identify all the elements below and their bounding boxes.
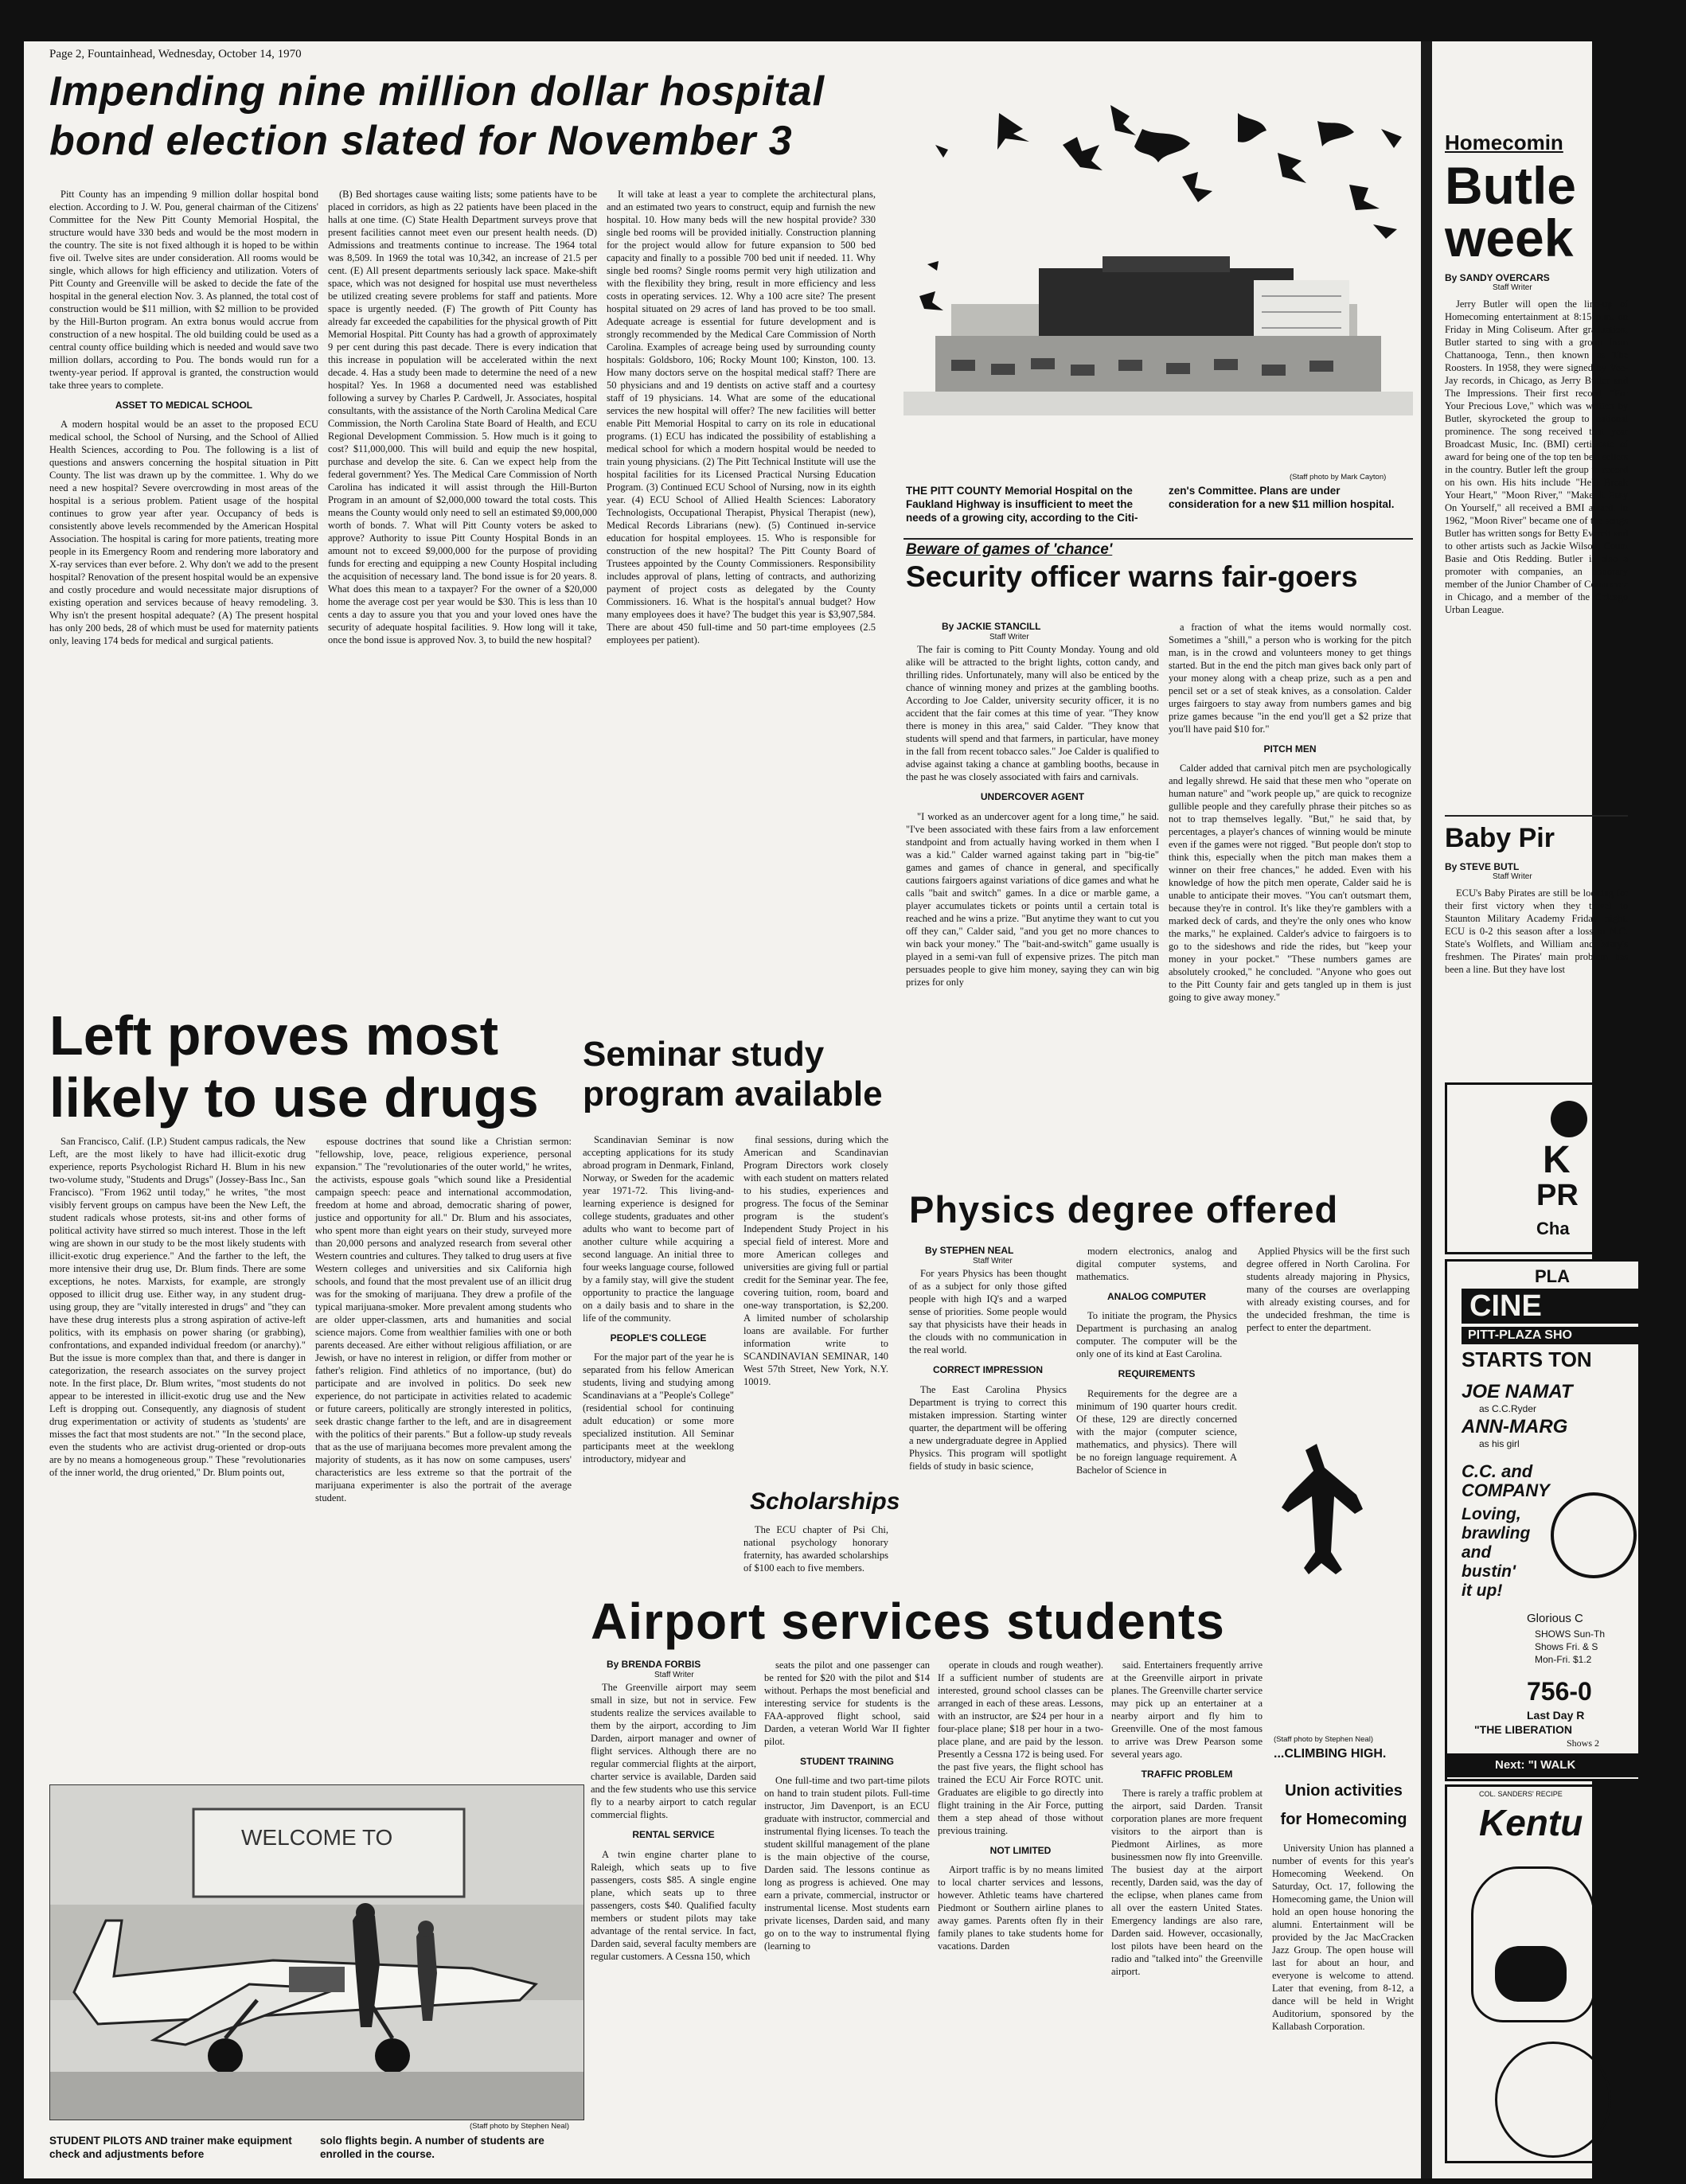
next-page-headline2: Baby Pir bbox=[1445, 823, 1555, 853]
airport-col4b-text: There is rarely a traffic problem at the airport, said Darden. Transit corporation planes are more frequent visitors to the airport than is Piedmont Airlines, as more businessmen now fly into Greenville. The busiest day at the airport recently, Darden said, was the day of the eclipse, when planes came from all over the eastern United States. Emergency landings are also rare, Darden said. However, occasionally, lost pilots have been heard on the radio and "talked into" the Greenville airport. bbox=[1111, 1788, 1263, 1978]
cinema-tag2: brawling bbox=[1462, 1524, 1531, 1542]
physics-byline-name: By STEPHEN NEAL bbox=[925, 1245, 1014, 1256]
student-pilots-image bbox=[50, 1785, 583, 2120]
cinema-shows2: Shows Fri. & S bbox=[1535, 1641, 1598, 1652]
hospital-column-2 bbox=[328, 188, 597, 992]
plane-silhouette-icon bbox=[1274, 1434, 1377, 1593]
airport-byline-name: By BRENDA FORBIS bbox=[607, 1659, 701, 1670]
ad-letters2: PR bbox=[1536, 1179, 1579, 1212]
hospital-subhead-medical-school: ASSET TO MEDICAL SCHOOL bbox=[115, 400, 253, 411]
cinema-star2b: as his girl bbox=[1479, 1438, 1520, 1449]
climbing-photo-credit: (Staff photo by Stephen Neal) bbox=[1274, 1735, 1373, 1744]
next-page-body-text: Jerry Butler will open the line-up of Homecoming entertainment at 8:15 p.m. on Friday in Ming Coliseum. After graduation, Butler started to sing with a group from Chattanooga, Tenn., then known as The Roosters. In 1958, they were signed by Vee-Jay records, in Chicago, as Jerry Butler and The Impressions. Their first record, "For Your Precious Love," which was written by Butler, skyrocketed the group to national prominence. The song received that year Broadcast Music, Inc. (BMI) certificate of award for being one of the top ten best sellers in the country. Butler left the group to record on his own. His hits include "He'll Break Your Heart," "Moon River," "Make It Easy On Yourself," all received a BMI award. In 1962, "Moon River" became one of the songs Butler has written songs for Betty Everett and to other artists such as Jackie Wilson, Count Basie and Otis Redding. Butler is also a promoter with companies, an honorary member of the Junior Chamber of Commerce in Chicago, and a member of the Chicago Urban League. bbox=[1445, 298, 1628, 615]
next-page-byline-role: Staff Writer bbox=[1493, 283, 1532, 292]
kpr-advertisement bbox=[1445, 1082, 1641, 1254]
physics-byline-role: Staff Writer bbox=[973, 1257, 1013, 1266]
next-page-headline bbox=[1445, 156, 1576, 267]
airport-column-4 bbox=[1111, 1659, 1263, 2168]
seminar-col2-text: final sessions, during which the American and Scandinavian Program Directors work closely with each student on matters related to his studies, experiences and progress. The focus of the Seminar program is the student's Independent Study Project in his special field of interest. More and more American colleges and universities are giving full or partial credit for the Seminar year. The fee, covering tuition, room, board and one-way transportation, is $2,200. A limited number of scholarship loans are available. For further information write to SCANDINAVIAN SEMINAR, 140 West 57th Street, New York, N.Y. 10019. bbox=[743, 1134, 888, 1387]
motorcycle-wheel-icon bbox=[1551, 1492, 1637, 1578]
airport-column-2 bbox=[764, 1659, 930, 2168]
union-headline-line2: for Homecoming bbox=[1280, 1811, 1407, 1828]
next-page-byline2 bbox=[1445, 861, 1532, 881]
hospital-photo-image bbox=[903, 97, 1413, 471]
cinema-shows3: Mon-Fri. $1.2 bbox=[1535, 1654, 1592, 1665]
cinema-shows1: SHOWS Sun-Th bbox=[1535, 1628, 1606, 1640]
next-page-body bbox=[1445, 298, 1628, 813]
airport-col3-text: operate in clouds and rough weather). If a sufficient number of students are interested, ground school classes can be arranged in each of these areas. Lessons, with an instructor, are $24 per hour in a four-place plane; $18 per hour in a two-place plane, and are paid by the lesson. Presently a Cessna 172 is being used. For the past five years, the flight school has trained the ECU Air Force ROTC unit. Graduates are eligible to go directly into flight training in the Air Force, putting them a step ahead of those without previous training. bbox=[938, 1659, 1103, 1836]
cinema-lastday: Last Day R bbox=[1527, 1709, 1585, 1722]
drugs-column-2 bbox=[315, 1135, 572, 1772]
cinema-title1: C.C. and bbox=[1462, 1461, 1533, 1481]
next-page-rule bbox=[1445, 815, 1628, 817]
security-headline: Security officer warns fair-goers bbox=[906, 560, 1358, 593]
hospital-photo bbox=[903, 97, 1413, 471]
cinema-phone: 756-0 bbox=[1527, 1677, 1592, 1706]
cinema-name: CINE bbox=[1462, 1289, 1645, 1324]
pilots-photo-credit: (Staff photo by Stephen Neal) bbox=[470, 2122, 569, 2131]
airport-column-3 bbox=[938, 1659, 1103, 2168]
airport-col2-text: seats the pilot and one passenger can be rented for $20 with the pilot and $14 without. Perhaps the most beneficial and interesting service for students is the FAA-approved flight school, said Darden, a veteran World War II fighter pilot. bbox=[764, 1659, 930, 1747]
adjacent-page bbox=[1421, 41, 1628, 2178]
next-page-byline2-name: By STEVE BUTL bbox=[1445, 861, 1520, 872]
scholarships-body bbox=[743, 1523, 888, 1587]
pilots-photo-caption-b: solo flights begin. A number of students are enrolled in the course. bbox=[320, 2135, 544, 2160]
airport-col4-text: said. Entertainers frequently arrive at the Greenville airport in private planes. The Greenville charter service may pick up an entertainer at a nearby airport and fly him to Greenville. One of the most famous to arrive was Drew Pearson some several years ago. bbox=[1111, 1659, 1263, 1760]
drugs-headline-line2: likely to use drugs bbox=[49, 1067, 539, 1129]
security-col2-text: a fraction of what the items would normally cost. Sometimes a "shill," a person who is working for the pitch man, is in the crowd and volunteers money to get things started. But in the end the pitch man gives back only part of your money along with a cheap prize, such as a pen and pencil set or a set of steak knives, as a consolation. Calder urges fairgoers to stay away from numbers games and big prize games because "in the end you'll get a $2 prize that you'll have paid $10 for." bbox=[1169, 622, 1411, 735]
cinema-tag3: and bbox=[1462, 1543, 1492, 1562]
cinema-liberation: "THE LIBERATION bbox=[1474, 1723, 1573, 1736]
page-folio: Page 2, Fountainhead, Wednesday, October 14, 1970 bbox=[49, 48, 302, 60]
next-page-kicker: Homecomin bbox=[1445, 131, 1563, 154]
climbing-plane-photo bbox=[1274, 1434, 1377, 1593]
cinema-advertisement bbox=[1445, 1259, 1641, 1781]
ad-text: Cha bbox=[1536, 1219, 1570, 1238]
scholarships-text: The ECU chapter of Psi Chi, national psychology honorary fraternity, has awarded scholarships of $100 each to five members. bbox=[743, 1524, 888, 1574]
airport-col3b-text: Airport traffic is by no means limited to local charter services and lessons, however. Athletic teams have chartered Piedmont or Southern airline planes to away games. Parents often fly in their family planes to take students home for vacations. Darden bbox=[938, 1864, 1103, 1952]
kfc-advertisement bbox=[1445, 1784, 1641, 2163]
hospital-photo-caption-a: THE PITT COUNTY Memorial Hospital on the Faukland Highway is insufficient to meet the needs of a growing city, according to the Citi- bbox=[906, 485, 1138, 524]
cinema-starts: STARTS TON bbox=[1462, 1347, 1592, 1371]
kfc-name: Kentu bbox=[1479, 1802, 1583, 1843]
physics-col2b-text: To initiate the program, the Physics Department is purchasing an analog computer. The computer will be the only one of its kind at East Carolina. bbox=[1076, 1310, 1237, 1360]
drugs-col1-text: San Francisco, Calif. (I.P.) Student campus radicals, the New Left, are the most likely to have had illicit-exotic drug experience, reports Psychologist Richard H. Blum in his new two-volume study, "Students and Drugs" (Jossey-Bass Inc., San Francisco). "From 1962 until today," he writes, "the most visibly fervent groups on campus have been the New Left, the student radicals whose protests, sit-ins and other forms of political activity have stirred so much interest. Those in the left wing are shown in our study to be the most likely students with illicit-exotic drug experience." And the farther to the left, the more intensive their drug use, Dr. Blum finds. There are some exceptions, he notes. Marxists, for example, are strongly opposed to illicit drug use. Either way, in any student drug-using group, they are "vitally interested in drugs" and "they can have these drug interests plus a strong aspiration of active-left politics, with its emphasis on power sharing (or grabbing), confrontations, and expanded individual freedom (or anarchy)." But the issue is more complex than that, and there is danger in categorization, the research associates on the survey project note. In the first place, Dr. Blum writes, "most students do not appear to be interested in illicit-exotic drug use and the New Left is dropping out. Consequently, any diagnosis of student drug experimentation or activity of students as 'students' are misses the fact that most students are not." "In the second place, even the students who are activist drug-oriented or drop-outs are by no means a homogeneous group." These "revolutionaries of the inner world, the drug oriented," Dr. Blum points out, bbox=[49, 1136, 306, 1478]
seminar-subhead-peoples-college: PEOPLE'S COLLEGE bbox=[610, 1332, 707, 1344]
cinema-star1: JOE NAMAT bbox=[1462, 1381, 1573, 1402]
physics-column-1 bbox=[909, 1245, 1067, 1587]
seminar-column-1 bbox=[583, 1133, 734, 1531]
security-subhead-undercover: UNDERCOVER AGENT bbox=[980, 791, 1085, 803]
next-page-headline-line2: week bbox=[1445, 209, 1574, 267]
seminar-col1b-text: For the major part of the year he is separated from his fellow American students, living and studying among Scandinavians at a "People's College" (residential school for continuing adult education) or some more specialized institution. All Seminar participants meet at the weeklong introductory, midyear and bbox=[583, 1351, 734, 1465]
welcome-sign-text: WELCOME TO bbox=[241, 1825, 393, 1850]
airport-col1-text: The Greenville airport may seem small in size, but not in service. Few students realize the services available to them by the airport, according to Jim Darden, airport manager and owner of flight services. Although there are no regular commercial flights at the airport, charter service is available, Darden said and the few students who use this service fly to a nearby airport to catch regular commercial flights. bbox=[591, 1682, 756, 1821]
union-body bbox=[1272, 1842, 1414, 2168]
hospital-col1b-text: A modern hospital would be an asset to the proposed ECU medical school, the School of Nursing, and the School of Allied Health Sciences, according to Pou. The following is a list of questions and answers concerning the hospital situation in Pitt County. The list was drawn up by the committee. 1. Why do we need a new hospital? Severe overcrowding in most areas of the hospital is a serious problem. Patient usage of the hospital continues to grow year after year. Occupancy of beds is consistently above levels recommended by the American Hospital Association. The hospital is caring for more patients, treating more people in its Emergency Room and rendering more laboratory and X-ray services than ever before. 2. Why don't we add to the present hospital? Renovation of the present hospital would be an expensive and costly procedure and would necessitate major disruptions of existing operation and services because of heavy remodeling. 3. Why isn't the present hospital adequate? (A) The present hospital has only 200 beds, 28 of which must be used for maternity patients only, leaving 174 beds for medical and surgical patients. bbox=[49, 419, 318, 647]
seminar-headline-line1: Seminar study bbox=[583, 1035, 825, 1074]
security-subhead-pitch-men: PITCH MEN bbox=[1263, 743, 1317, 755]
airport-headline: Airport services students bbox=[591, 1593, 1225, 1650]
cinema-tag1: Loving, bbox=[1462, 1505, 1521, 1523]
hospital-column-1 bbox=[49, 188, 318, 992]
physics-subhead-analog-computer: ANALOG COMPUTER bbox=[1107, 1291, 1206, 1302]
physics-col3-text: Applied Physics will be the first such degree offered in North Carolina. For students already majoring in Physics, many of the courses are overlapping with already existing courses, and for the undecided freshman, the time is perfect to enter the department. bbox=[1247, 1246, 1410, 1333]
next-page-body2-text: ECU's Baby Pirates are still be looking for their first victory when they travel to Staunton Military Academy Friday night. ECU is 0-2 this season after a loss to N.C. State's Wolflets, and William and Mary's freshmen. The Pirates' main problem has been a line. But they have lost bbox=[1445, 887, 1628, 975]
physics-subhead-requirements: REQUIREMENTS bbox=[1118, 1368, 1196, 1380]
seminar-column-2 bbox=[743, 1133, 888, 1484]
security-column-2 bbox=[1169, 621, 1411, 1138]
drugs-headline-line1: Left proves most bbox=[49, 1004, 498, 1067]
next-page-headline-line1: Butle bbox=[1445, 156, 1576, 215]
next-page-byline-name: By SANDY OVERCARS bbox=[1445, 272, 1550, 283]
union-text: University Union has planned a number of events for this year's Homecoming Weekend. On Saturday, Oct. 17, following the Homecoming game, the Union will hold an open house honoring the alumni. Entertainment will be provided by the Jac MacCracken Jazz Group. The open house will last for about an hour, and everyone is welcome to attend. Later that evening, from 8-12, a dance will be held in Wright Auditorium, sponsored by the Kallabash Corporation. bbox=[1272, 1843, 1414, 2032]
security-col2b-text: Calder added that carnival pitch men are psychologically and legally shrewd. He said that these men who "operate on human nature" and "work people up," are quick to recognize gullible people and they carefully phrase their pitches so as not to trap themselves legally. "But," he said that, by percentages, a player's chances of winning would be minute even if the games were not rigged. "But people don't stop to think this, especially when the pitch man makes them a winner on their free chances," he added. Even with his knowledge of how the pitch men operate, Calder said he is unable to anticipate their moves. "You can't outsmart them, because they're in control. It's like they're gamblers with a marked deck of cards, and they're the only ones who know the marks," he explained. Calder's advice to fairgoers is to go to the sideshows and ride the rides, but "keep your money in your pocket." "These numbers games are absolutely crooked," he concluded. "Anyone who goes out to the Pitt County fair and gets tangled up in them is just going to give away money." bbox=[1169, 762, 1411, 1004]
physics-column-2 bbox=[1076, 1245, 1237, 1587]
student-pilots-photo bbox=[49, 1784, 584, 2120]
security-byline-role: Staff Writer bbox=[989, 633, 1029, 642]
cinema-star1b: as C.C.Ryder bbox=[1479, 1403, 1537, 1414]
security-byline-name: By JACKIE STANCILL bbox=[942, 621, 1041, 632]
cinema-next: Next: "I WALK bbox=[1447, 1753, 1686, 1777]
physics-col2c-text: Requirements for the degree are a minimum of 190 quarter hours credit. Of these, 129 are directly concerned with the major (computer science, mathematics, and physics). There will be no foreign language requirement. A Bachelor of Science in bbox=[1076, 1387, 1237, 1476]
physics-col2-text: modern electronics, analog and digital computer systems, and mathematics. bbox=[1076, 1246, 1237, 1282]
newspaper-page bbox=[24, 41, 1421, 2178]
physics-column-3 bbox=[1247, 1245, 1410, 1396]
security-kicker: Beware of games of 'chance' bbox=[906, 541, 1113, 558]
airport-byline bbox=[591, 1659, 756, 1681]
cinema-title2: COMPANY bbox=[1462, 1480, 1550, 1500]
airport-subhead-not-limited: NOT LIMITED bbox=[989, 1845, 1052, 1856]
physics-col1b-text: The East Carolina Physics Department is trying to correct this mistaken impression. Starting winter quarter, the department will be offering a new undergraduate degree in Applied Physics. This program will spotlight fields of study in basic science, bbox=[909, 1383, 1067, 1472]
colonel-beard-icon bbox=[1495, 1946, 1567, 2002]
physics-byline bbox=[909, 1245, 1067, 1267]
hospital-col1-text: Pitt County has an impending 9 million dollar hospital bond election. According to J. W. Pou, general chairman of the Citizens' Committee for the New Pitt County Memorial Hospital, the structure would have 330 beds and would be the most modern in the country. The site is not fixed although it is hoped to be within five oil. Twelve sites are under consideration. All rooms would be single, which allows for high efficiency and utilization. Voters of Pitt County and Greenville will be asked to decide the fate of the hospital in the general election Nov. 3. As planned, the total cost of construction would be $11 million, with $2 million to be provided by the Hill-Burton program. An extra bonus would accrue from construction of a new hospital. The old building could be used as a central county office building which is needed and would save two million dollars, according to Pou. The bonds would run for a twenty-year period. If approval is granted, the construction would take three years to complete. bbox=[49, 189, 318, 391]
kfc-top: COL. SANDERS' RECIPE bbox=[1479, 1790, 1563, 1798]
hospital-headline-line2: bond election slated for November 3 bbox=[49, 118, 793, 164]
cinema-glorious: Glorious C bbox=[1527, 1612, 1583, 1625]
hospital-photo-caption-b: zen's Committee. Plans are under consideration for a new $11 million hospital. bbox=[1169, 485, 1395, 510]
security-col1-text: The fair is coming to Pitt County Monday. Young and old alike will be attracted to the bright lights, cotton candy, and thrilling rides. Unfortunately, many will also be enticed by the chance of winning money and prizes at the gambling booths. According to Joe Calder, university security officer, it is no accident that the fair comes at this time of year. "They know there is money in this area," said Calder. "They know that students will spend and that farmers, in particular, have money in the fall from recent tobacco sales." Joe Calder is qualified to advise against taking a chance at gambling booths, because in the past he was closely associated with fairs and carnivals. bbox=[906, 644, 1159, 783]
security-column-1 bbox=[906, 621, 1159, 1138]
physics-headline: Physics degree offered bbox=[909, 1188, 1339, 1230]
security-col1b-text: "I worked as an undercover agent for a long time," he said. "I've been associated with these fairs from a law enforcement standpoint and from actually having worked in them when I was a kid." Calder warned against taking part in "big-tie" games and games of chance in general, and specifically cautions fairgoers against variations of dice games and what he calls "bait and switch" games. In a dice or marble game, a player accumulates tickets or points until a certain total is reached and he wins a prize. "But anytime they want to cut you off they can," Calder said, "and you get no more chances to win back your money." The "bait-and-switch" game usually is played in a semi-van full of expensive prizes. The pitch man persuades people to give him money, saying they can win big prizes for only bbox=[906, 810, 1159, 988]
seminar-headline bbox=[583, 1035, 893, 1114]
airport-subhead-traffic-problem: TRAFFIC PROBLEM bbox=[1141, 1769, 1233, 1780]
physics-subhead-correct-impression: CORRECT IMPRESSION bbox=[932, 1364, 1043, 1376]
next-page-body2 bbox=[1445, 887, 1628, 1076]
scholarships-headline: Scholarships bbox=[750, 1488, 900, 1515]
climbing-photo-caption: ...CLIMBING HIGH. bbox=[1274, 1747, 1387, 1761]
hospital-column-3 bbox=[607, 188, 876, 992]
union-headline-line1: Union activities bbox=[1285, 1782, 1403, 1800]
hospital-photo-credit: (Staff photo by Mark Cayton) bbox=[1290, 473, 1387, 482]
cinema-shows4: Shows 2 bbox=[1567, 1737, 1600, 1749]
cinema-showtimes bbox=[1535, 1628, 1605, 1666]
union-headline bbox=[1272, 1776, 1415, 1834]
ad-letters: K bbox=[1543, 1139, 1571, 1181]
hospital-col3-text: It will take at least a year to complete the architectural plans, and an estimated two years to construct, equip and furnish the new hospital. 10. How many beds will the new hospital provide? 330 single bed rooms will be provided initially. Construction planning for the project would allow for future expansion to 500 bed capacity and finally to a possible 700 bed unit if needed. 11. Why single bed rooms? Single rooms permit very high utilization and with the flexibility they bring, result in more efficiency and less costs in operating services. 12. Why a 100 acre site? The present hospital situated on 29 acres of land has proved to be too small. Adequate acreage is essential for future development and is strongly recommended by the Medical Care Commission of North Carolina. Examples of acreage being used by surrounding county hospitals: Goldsboro, 106; Rocky Mount 100; Kinston, 100. 13. How many doctors serve on the hospital medical staff? There are 50 physicians and and 19 dentists on active staff and a courtesy staff of 19 physicians. 14. What are some of the educational services the new hospital will offer? The new facilities will better enable Pitt Memorial Hospital to carry on its role in educational programs. (1) ECU has indicated the possibility of establishing a medical school for which a modern hospital would be needed to train young physicians. (2) The Pitt Technical Institute will use the hospital facilities for its Licensed Practical Nursing Education Program. (3) Continued ECU School of Nursing, now in its eighth year. (4) ECU School of Allied Health Sciences: Laboratory Technologists, Occupational Therapist, Physical Therapist (new), Medical Records Librarians (new). (5) Continued in-service education for hospital employees. 15. Who is responsible for construction of the new hospital? The Pitt County Board of Trustees appointed by the County Commissioners. Responsibility includes approval of plans, letting of contracts, and authorizing payment of project costs as delegated by the County Commissioners. 16. What is the hospital's annual budget? How many employees does it have? The budget this year is $3,907,584. There are about 450 full-time and 50 part-time employees (2.5 employees per patient). bbox=[607, 189, 876, 645]
security-byline bbox=[906, 621, 1159, 643]
cinema-top: PLA bbox=[1535, 1266, 1570, 1286]
cinema-tag5: it up! bbox=[1462, 1581, 1503, 1600]
seminar-col1-text: Scandinavian Seminar is now accepting applications for its study abroad program in Denmark, Finland, Norway, or Sweden for the academic year 1971-72. This living-and-learning experience is designed for college students, graduates and other adults who want to become part of another culture while acquiring a second language. An initial three to four weeks language course, followed by a family stay, will give the student opportunity to practice the language on a daily basis and to share in the life of the community. bbox=[583, 1134, 734, 1324]
physics-col1-text: For years Physics has been thought of as a subject for only those gifted people with high IQ's and a warped sense of priorities. Some people would say that physicists have their heads in the clouds with no communication in the real world. bbox=[909, 1268, 1067, 1356]
next-page-byline2-role: Staff Writer bbox=[1493, 872, 1532, 881]
hospital-headline-line1: Impending nine million dollar hospital bbox=[49, 68, 825, 115]
cinema-tag4: bustin' bbox=[1462, 1562, 1516, 1581]
drugs-col2-text: espouse doctrines that sound like a Christian sermon: "fellowship, love, peace, religious experience, personal expansion." The "revolutionaries of the outer world," he writes, the activists, espouse goals "which sound like a Presidential campaign speech: peace and international accommodation, freedom at home and abroad, democratic sharing of power, justice and opportunity for all." Dr. Blum and his associates, who spent more than eight years on their study, surveyed more than 20,000 persons and analyzed research from several other Western countries and cultures. They talked to drug users at five Western colleges and universities and six California high schools, and found that the most prevalent use of an illicit drug was for the smoking of marijuana. They drew a profile of the typical marijuana-smoker. More prevalent among students who are older upper-classmen, arts and humanities and social science majors. Come from wealthier families with one or both parents deceased. Are either without religious affiliation, or are Jewish, or have no interest in religion, or differ from mother or father's religion. Find athletics of no importance, (but) do participate and are involved in politics. Do seek new experience, do not participate in activities related to academic or future careers, politically are strongly interested in politics, seek drastic change farther to the left, and are in disagreement with the politics of their parents." But a follow-up study reveals that as the use of marijuana becomes more prevalent among the majority of students, as it has now on some campuses, users' characteristics are less extreme so that the portrait of the marijuana experimenter is also the portrait of the average student. bbox=[315, 1136, 572, 1503]
cinema-title bbox=[1462, 1462, 1550, 1500]
hospital-col2-text: (B) Bed shortages cause waiting lists; some patients have to be placed in corridors, as high as 22 patients have been placed in the halls at one time. (C) State Health Department surveys prove that present facilities cannot meet even our present health needs. (D) Admissions and treatments continue to increase. The 1964 total was 8,509. In 1969 the total was 10,342, an increase of 21.5 per cent. (E) All present departments seriously lack space. Make-shift space, which was not designed for hospital use must nevertheless be utilized creating severe problems for staff and patients. More space is urgently needed. (F) The growth of Pitt County has already far exceeded the capabilities for the physical growth of Pitt Memorial Hospital. Pitt County has had a growth of approximately 9 per cent during this past decade. There is every indication that this increase in population will be accelerated within the next decade. 4. Has a study been made to determine the need of a new hospital? Yes. In 1968 a documented need was established following a survey by Charles P. Cardwell, Jr. Associates, hospital consultants, with the assistance of the North Carolina Medical Care Commission, the North Carolina State Board of Health, and ECU Regional Development Commission. 5. How much is it going to cost? $11,000,000. This will build and equip the new hospital, purchase and develop the site. 6. Can we expect help from the federal government? Yes. The Medical Care Commission of North Carolina has indicated it will assist through the Hill-Burton Program in an amount of $2,000,000 toward the total costs. This means the County would only need to sell an estimated $9,000,000 worth of bonds. 7. What will Pitt County voters be asked to approve? Authority to issue Pitt County Hospital Bonds in an amount not to exceed $9,000,000 for the purpose of providing funds for erecting and equipping a new County Hospital including the acquisition of necessary land. The bond issue is for 20 years. 8. What does this mean to a taxpayer? For the owner of a $20,000 home the average cost per year would be $30. This is less than 10 cents a day to assure you that you and your loved ones have the security of adequate hospital facilities. 9. How long will it take, once the bond issue is approved Nov. 3, to build the new hospital? bbox=[328, 189, 597, 645]
airport-col2b-text: One full-time and two part-time pilots on hand to train student pilots. Full-time instructor, Jim Davenport, is an ECU graduate with instructor, commercial and instrumental flying licenses. To teach the student skillful management of the plane is the main objective of the course, Darden said. The lessons continue as long as progress is achieved. One may earn a private, commercial, instructor or instrumental license. Most students earn private licenses, Darden said, and many go on to the way to instrumental flying (learning to bbox=[764, 1775, 930, 1952]
seminar-headline-line2: program available bbox=[583, 1074, 883, 1113]
hospital-headline bbox=[49, 67, 893, 166]
airport-subhead-student-training: STUDENT TRAINING bbox=[800, 1756, 894, 1767]
pilots-photo-caption-a: STUDENT PILOTS AND trainer make equipment check and adjustments before bbox=[49, 2135, 292, 2160]
ad-globe-icon bbox=[1551, 1101, 1587, 1137]
kfc-bucket-icon bbox=[1495, 2042, 1611, 2158]
drugs-column-1 bbox=[49, 1135, 306, 1772]
airport-byline-role: Staff Writer bbox=[654, 1671, 694, 1680]
airport-subhead-rental-service: RENTAL SERVICE bbox=[632, 1829, 715, 1841]
airport-col1b-text: A twin engine charter plane to Raleigh, which seats up to five passengers, costs $85. A single engine plane, which seats up to three passengers, costs $40. Qualified faculty members or student pilots may take advantage of the rental service. In fact, Darden said, several faculty members are regular customers. A Cessna 150, which bbox=[591, 1848, 756, 1962]
airport-column-1 bbox=[591, 1659, 756, 2168]
security-top-rule bbox=[903, 538, 1413, 540]
cinema-star2: ANN-MARG bbox=[1462, 1416, 1568, 1437]
next-page-byline bbox=[1445, 272, 1550, 292]
cinema-tagline bbox=[1462, 1505, 1530, 1601]
cinema-sub: PITT-PLAZA SHO bbox=[1462, 1327, 1651, 1344]
drugs-headline bbox=[49, 1004, 591, 1129]
